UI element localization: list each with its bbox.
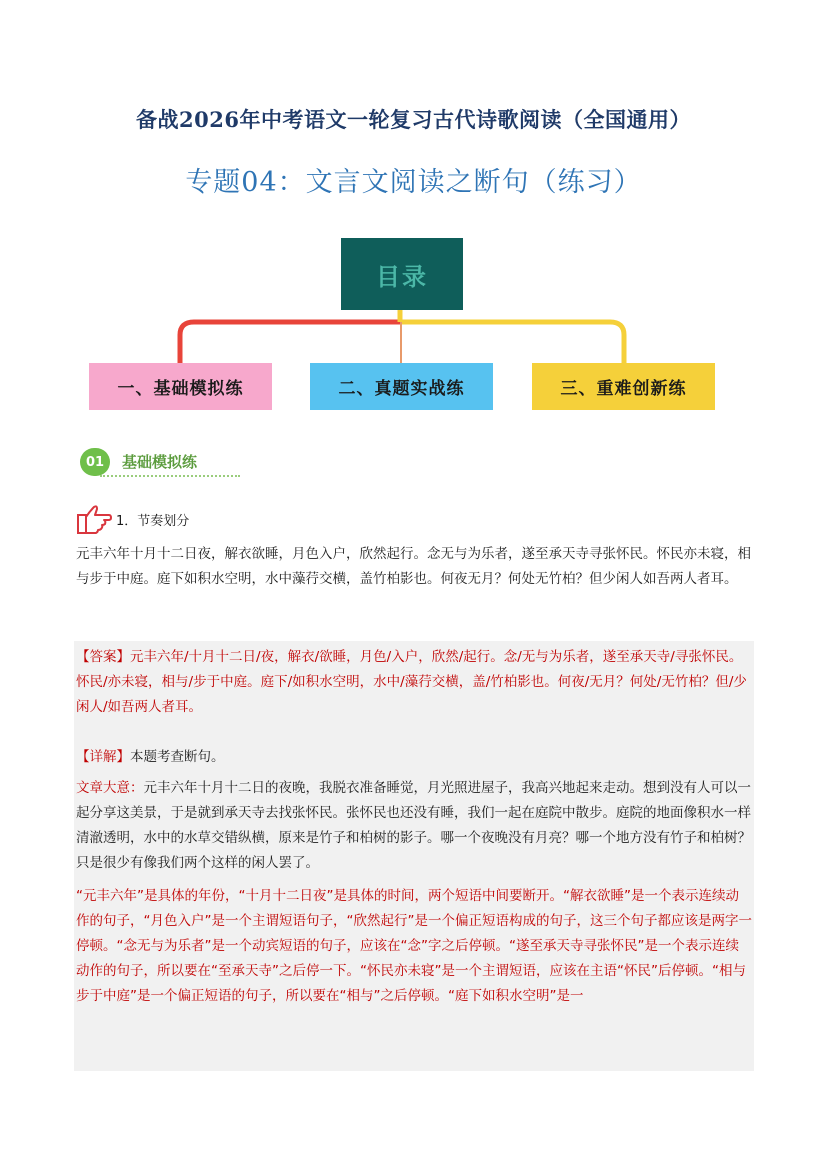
pointing-hand-icon (76, 503, 112, 535)
toc-item-innovation[interactable] (532, 363, 715, 410)
section-number-badge: 01 (80, 448, 110, 476)
toc-item-basic[interactable] (89, 363, 272, 410)
toc-item-label: 二、真题实战练 (338, 379, 465, 399)
summary-text: 元丰六年十月十二日的夜晚，我脱衣准备睡觉，月光照进屋子，我高兴地起来走动。想到没有人可以一起分享这美景，于是就到承天寺去找张怀民。张怀民也还没有睡，我们一起在庭院中散步。庭院的地面像积水一样清澈透明，水中的水草交错纵横，原来是竹子和柏树的影子。哪一个夜晚没有月亮？哪一个地方没有竹子和柏树？只是很少有像我们两个这样的闲人罢了。 (76, 780, 751, 871)
detail-paragraph (76, 745, 752, 770)
answer-paragraph (76, 645, 752, 720)
toc-center-label: 目录 (376, 262, 428, 291)
analysis-paragraph: “元丰六年”是具体的年份，“十月十二日夜”是具体的时间，两个短语中间要断开。“解衣欲睡”是一个表示连续动作的句子，“月色入户”是一个主谓短语句子，“欣然起行”是一个偏正短语构成的句子，这三个句子都应该是两字一停顿。“念无与为乐者”是一个动宾短语的句子，应该在“念”字之后停顿。“遂至承天寺寻张怀民”是一个表示连续动作的句子，所以要在“至承天寺”之后停一下。“怀民亦未寝”是一个主谓短语，应该在主语“怀民”后停顿。“相与步于中庭”是一个偏正短语的句子，所以要在“相与”之后停顿。“庭下如积水空明”是一 (76, 888, 752, 1004)
detail-tag: 【详解】 (76, 749, 130, 765)
question-header (76, 502, 189, 536)
answer-text: 元丰六年/十月十二日/夜，解衣/欲睡，月色/入户，欣然/起行。念/无与为乐者，遂至承天寺/寻张怀民。怀民/亦未寝，相与/步于中庭。庭下/如积水空明，水中/藻荇交横，盖/竹柏影也。何夜/无月？何处/无竹柏？但/少闲人/如吾两人者耳。 (76, 649, 747, 715)
section-divider (100, 475, 240, 477)
toc-item-real-exam[interactable] (310, 363, 493, 410)
answer-tag: 【答案】 (76, 649, 130, 665)
document-title: 备战2026年中考语文一轮复习古代诗歌阅读（全国通用） (136, 107, 691, 132)
document-subtitle: 专题04：文言文阅读之断句（练习） (185, 167, 642, 198)
toc-connector-lines (0, 0, 827, 420)
toc-item-label: 一、基础模拟练 (117, 379, 244, 399)
section-label: 基础模拟练 (122, 453, 198, 471)
question-passage: 元丰六年十月十二日夜，解衣欲睡，月色入户，欣然起行。念无与为乐者，遂至承天寺寻张怀民。怀民亦未寝，相与步于中庭。庭下如积水空明，水中藻荇交横，盖竹柏影也。何夜无月？何处无竹柏？但少闲人如吾两人者耳。 (76, 546, 751, 587)
detail-text: 本题考查断句。 (130, 749, 225, 765)
section-header (80, 445, 240, 479)
question-label: 1．节奏划分 (116, 513, 190, 529)
summary-paragraph (76, 776, 752, 876)
toc-item-label: 三、重难创新练 (560, 379, 687, 399)
summary-label: 文章大意： (76, 780, 144, 796)
toc-center-box (341, 238, 463, 310)
